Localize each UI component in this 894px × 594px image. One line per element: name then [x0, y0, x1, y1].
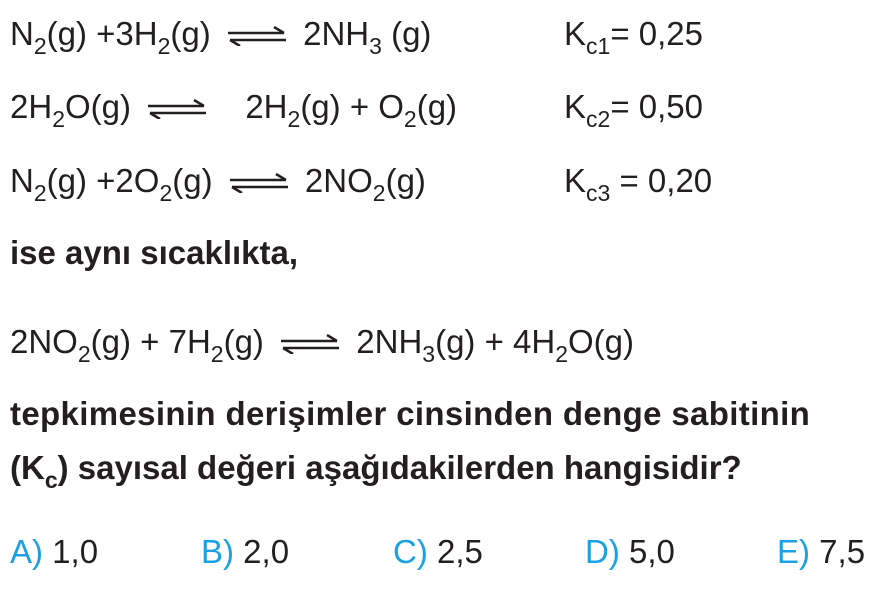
- equilibrium-arrows-icon: [228, 173, 290, 193]
- option-letter: E): [777, 533, 810, 570]
- reaction-1-rhs: $2NH_3$ (g): [303, 15, 432, 59]
- reaction-2-rhs: $2H_2(g) + O_2(g)$: [245, 88, 458, 132]
- target-reaction-equation: [10, 322, 635, 367]
- equilibrium-arrows-icon: [146, 99, 208, 119]
- option-value: 1,0: [52, 533, 99, 570]
- reaction-1-k-value: $K_{c1}= 0,25$: [564, 15, 703, 59]
- option-letter: C): [393, 533, 428, 570]
- target-reaction-lhs: $2NO_2(g) + 7H_2(g)$: [10, 323, 264, 367]
- reaction-2-lhs: $2H_2O(g)$: [10, 88, 131, 132]
- reaction-3-lhs: $N_2(g) +2O_2(g)$: [10, 162, 213, 206]
- question-line-2: $(K_c)$ sayısal değeri aşağıdakilerden hangisidir?: [10, 449, 742, 493]
- reaction-3-equation: [10, 161, 426, 206]
- equilibrium-arrows-icon: [279, 334, 341, 354]
- option-value: 2,0: [243, 533, 290, 570]
- question-line-1: tepkimesinin derişimler cinsinden denge sabitinin: [10, 395, 811, 432]
- option-letter: A): [10, 533, 43, 570]
- option-c[interactable]: [393, 532, 483, 572]
- option-letter: D): [585, 533, 620, 570]
- option-letter: B): [201, 533, 234, 570]
- reaction-1-equation: [10, 14, 432, 59]
- reaction-1-lhs: $N_2(g) +3H_2(g)$: [10, 15, 211, 59]
- reaction-2-equation: [10, 87, 458, 132]
- option-e[interactable]: [777, 532, 865, 572]
- option-d[interactable]: [585, 532, 675, 572]
- equilibrium-arrows-icon: [226, 26, 288, 46]
- option-value: 2,5: [437, 533, 483, 570]
- reaction-3-k-value: $K_{c3} = 0,20$: [564, 162, 713, 206]
- option-b[interactable]: [201, 532, 289, 572]
- target-reaction-rhs: $2NH_3(g) + 4H_2O(g)$: [356, 323, 635, 367]
- reaction-3-rhs: $2NO_2(g)$: [304, 162, 426, 206]
- condition-text: ise aynı sıcaklıkta,: [10, 234, 299, 271]
- reaction-2-k-value: $K_{c2}= 0,50$: [564, 88, 703, 132]
- option-value: 7,5: [819, 533, 866, 570]
- option-a[interactable]: [10, 532, 98, 572]
- option-value: 5,0: [629, 533, 675, 570]
